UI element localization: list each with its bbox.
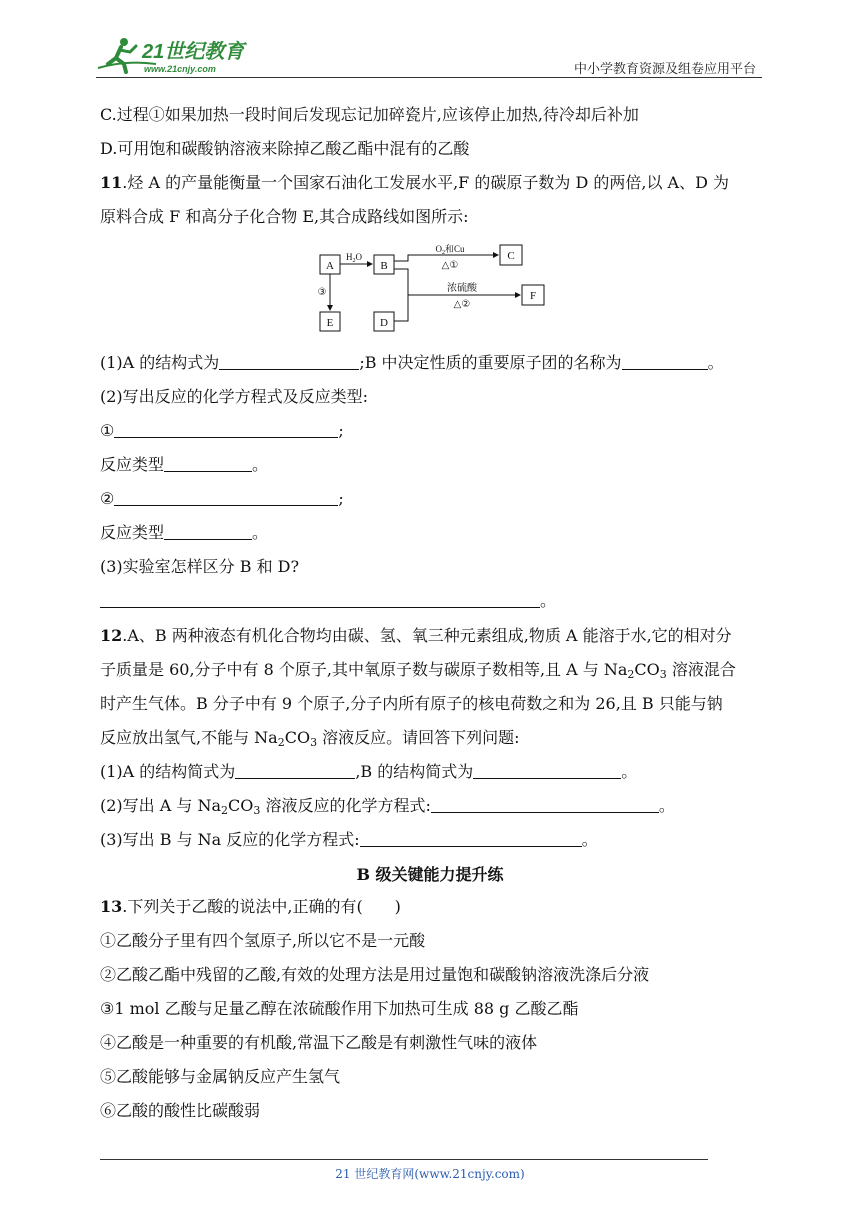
statement-item: ③1 mol 乙酸与足量乙醇在浓硫酸作用下加热可生成 88 g 乙酸乙酯 [100,999,579,1018]
connector-d [394,295,408,321]
text: (1)A 的结构式为 [100,353,220,372]
statement-item: ⑥乙酸的酸性比碳酸弱 [100,1101,261,1120]
question-number: 12 [100,626,123,645]
label-cond-2: △② [453,299,471,310]
header-divider [96,77,762,78]
question-12-line-3: 时产生气体。B 分子中有 9 个原子,分子内所有原子的核电荷数之和为 26,且 B 只能与钠 [100,694,723,713]
subscript: 3 [310,736,318,749]
subscript: 3 [659,668,667,681]
text: ; [338,489,344,508]
answer-blank[interactable] [431,796,659,813]
question-number: 11 [100,173,123,192]
text: 。 [707,353,724,372]
answer-blank[interactable] [114,489,338,506]
answer-blank[interactable] [622,353,708,370]
reaction-2-line [100,488,344,510]
text: 。 [252,523,269,542]
question-13-stem [100,896,401,918]
text: 。 [252,455,269,474]
question-11-stem-line-2: 原料合成 F 和高分子化合物 E,其合成路线如图所示: [100,207,469,226]
subscript: 2 [221,804,229,817]
option-c: C.过程①如果加热一段时间后发现忘记加碎瓷片,应该停止加热,待冷却后补加 [100,105,639,124]
reaction-2-type [100,522,268,544]
label-cond-1: △① [441,260,459,271]
answer-blank[interactable] [360,830,582,847]
text: ; [338,421,344,440]
text: 。 [621,762,638,781]
question-11-stem-line-1 [100,172,729,194]
label-c: C [507,250,515,262]
label-e: E [326,317,334,329]
subscript: 3 [253,804,261,817]
label-d: D [380,317,388,329]
text: (2)写出 A 与 Na [100,796,222,815]
label-h2o: $H_2O$ [346,252,362,264]
text: CO [284,728,311,747]
logo-url: www.21cnjy.com [144,64,216,74]
statement-item: ①乙酸分子里有四个氢原子,所以它不是一元酸 [100,931,426,950]
subscript: 2 [627,668,635,681]
text: ① [100,421,115,440]
text: ;B 中决定性质的重要原子团的名称为 [359,353,622,372]
footer-link[interactable]: 21 世纪教育网(www.21cnjy.com) [335,1167,525,1181]
question-number: 13 [100,897,123,916]
question-12-line-2 [100,659,736,681]
question-12-line-1 [100,625,732,647]
text: 溶液反应的化学方程式: [260,796,431,815]
answer-blank[interactable] [235,762,355,779]
text: CO [228,796,254,815]
label-acid: 浓硫酸 [447,283,477,294]
answer-blank[interactable] [114,421,338,438]
subscript: 2 [277,736,285,749]
synthesis-route-diagram [310,244,560,340]
reaction-1-line [100,420,344,442]
text: (1)A 的结构简式为 [100,762,236,781]
logo [96,34,266,76]
label-b: B [380,260,388,272]
connector-b [394,269,408,295]
answer-blank[interactable] [219,353,359,370]
answer-blank[interactable] [164,455,252,472]
question-11-part-2: (2)写出反应的化学方程式及反应类型: [100,387,369,406]
question-11-part-3: (3)实验室怎样区分 B 和 D? [100,557,300,576]
stem-text: .下列关于乙酸的说法中,正确的有( ) [122,897,401,916]
footer-divider [100,1159,708,1160]
question-12-line-4 [100,727,520,749]
question-12-part-2 [100,795,675,817]
text: (3)写出 B 与 Na 反应的化学方程式: [100,830,360,849]
answer-blank[interactable] [473,762,621,779]
text: 。 [658,796,675,815]
answer-blank[interactable] [100,591,540,608]
stem-text: .烃 A 的产量能衡量一个国家石油化工发展水平,F 的碳原子数为 D 的两倍,以 A、D 为 [122,173,729,192]
text: CO [634,660,660,679]
text: 反应类型 [100,455,165,474]
text: 反应类型 [100,523,165,542]
section-heading: B 级关键能力提升练 [356,865,504,884]
statement-item: ⑤乙酸能够与金属钠反应产生氢气 [100,1067,341,1086]
text: .A、B 两种液态有机化合物均由碳、氢、氧三种元素组成,物质 A 能溶于水,它的相对分 [122,626,732,645]
platform-name: 中小学教育资源及组卷应用平台 [573,62,756,77]
question-11-part-1 [100,352,724,374]
reaction-1-type [100,454,268,476]
text: 溶液反应。请回答下列问题: [317,728,520,747]
text: 溶液混合 [666,660,736,679]
label-a: A [326,260,334,272]
question-12-part-1 [100,761,637,783]
question-11-part-3-answer [100,590,556,612]
text: 反应放出氢气,不能与 Na [100,728,278,747]
logo-text: 21世纪教育 [142,41,245,63]
page-header [96,30,762,80]
label-o2-cu: $O_2$和Cu [435,244,465,256]
label-f: F [529,290,537,302]
statement-item: ④乙酸是一种重要的有机酸,常温下乙酸是有刺激性气味的液体 [100,1033,538,1052]
text: 。 [540,591,557,610]
statement-item: ②乙酸乙酯中残留的乙酸,有效的处理方法是用过量饱和碳酸钠溶液洗涤后分液 [100,965,650,984]
label-cond-3: ③ [317,287,327,298]
text: ,B 的结构简式为 [355,762,474,781]
text: 子质量是 60,分子中有 8 个原子,其中氧原子数与碳原子数相等,且 A 与 Na [100,660,628,679]
option-d: D.可用饱和碳酸钠溶液来除掉乙酸乙酯中混有的乙酸 [100,139,470,158]
text: 。 [581,830,598,849]
text: ② [100,489,115,508]
question-12-part-3 [100,829,598,851]
answer-blank[interactable] [164,523,252,540]
